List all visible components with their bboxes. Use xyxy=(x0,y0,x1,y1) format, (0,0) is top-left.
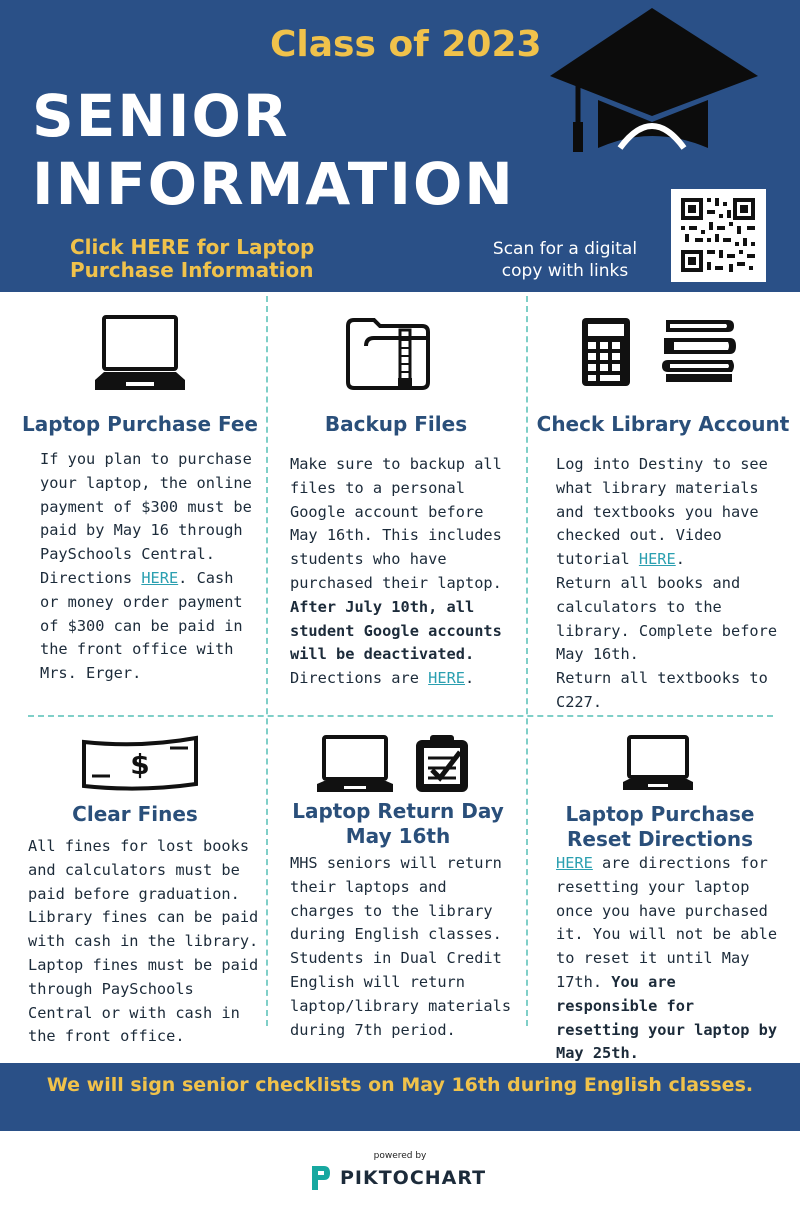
emphasis-text: After July 10th, all student Google accounts will be deactivated. xyxy=(290,597,502,664)
section-title: Laptop Purchase Reset Directions xyxy=(565,802,755,851)
body-text-segment: . xyxy=(675,550,685,569)
body-text-segment: MHS seniors will return their laptops and charges to the library during English classes. Students in Dual Credit English will return laptop/library materials during 7th period. xyxy=(290,854,512,1039)
qr-code-icon[interactable] xyxy=(671,189,766,282)
section-body xyxy=(556,852,778,1066)
body-text-segment: Log into Destiny to see what library materials and textbooks you have checked out. Video tutorial xyxy=(556,455,768,569)
svg-text:$: $ xyxy=(130,748,150,781)
page-title-line2: INFORMATION xyxy=(32,150,515,218)
here-link[interactable]: HERE xyxy=(141,568,179,587)
books-icon xyxy=(660,316,738,386)
zip-folder-icon xyxy=(348,320,428,388)
here-link[interactable]: HERE xyxy=(556,854,593,872)
laptop-icon xyxy=(314,734,396,794)
body-text-segment: are directions for resetting your laptop once you have purchased it. You will not be able to reset it until May 17th. xyxy=(556,854,778,991)
section-body xyxy=(40,448,255,686)
scan-caption: Scan for a digital copy with links xyxy=(492,239,638,281)
dollar-bill-icon xyxy=(80,734,200,792)
body-text-segment: . xyxy=(465,669,475,688)
section-body xyxy=(290,453,520,691)
laptop-purchase-info-link[interactable]: Click HERE for Laptop Purchase Information xyxy=(70,235,315,282)
body-text-segment: Directions are xyxy=(290,669,429,688)
graduation-cap-icon xyxy=(548,6,760,156)
row-divider xyxy=(28,715,773,717)
body-text-segment: Return all textbooks to C227. xyxy=(556,669,768,711)
emphasis-text: You are responsible for resetting your laptop by May 25th. xyxy=(556,972,778,1063)
body-text-segment: All fines for lost books and calculators must be paid before graduation. Library fines can be paid with cash in the library. Laptop fines must be paid through PaySchools Central or with cash in the front office. xyxy=(28,837,259,1046)
laptop-icon xyxy=(620,734,696,794)
section-title: Laptop Purchase Fee xyxy=(22,412,258,436)
column-divider xyxy=(266,296,268,1026)
section-body xyxy=(290,852,520,1042)
body-text-segment: Return all books and calculators to the library. Complete before May 16th. xyxy=(556,573,778,664)
page-title-line1: SENIOR xyxy=(32,82,290,150)
calculator-icon xyxy=(580,316,632,388)
body-text-segment: . Cash or money order payment of $300 can be paid in the front office with Mrs. Erger. xyxy=(40,568,243,683)
class-of-label: Class of 2023 xyxy=(270,24,542,65)
here-link[interactable]: HERE xyxy=(638,550,676,569)
section-title: Check Library Account xyxy=(536,412,790,436)
laptop-icon xyxy=(92,314,188,396)
here-link[interactable]: HERE xyxy=(428,669,465,688)
checklist-notice: We will sign senior checklists on May 16th during English classes. xyxy=(46,1074,754,1096)
body-text-segment: Make sure to backup all files to a personal Google account before May 16th. This includes students who have purchased their laptop. xyxy=(290,455,502,592)
section-title: Clear Fines xyxy=(72,802,198,826)
body-text-segment: If you plan to purchase your laptop, the online payment of $300 must be paid by May 16 through PaySchools Central. Directions xyxy=(40,450,252,587)
section-body xyxy=(556,453,778,715)
clipboard-check-icon xyxy=(412,732,472,794)
piktochart-logo-icon xyxy=(308,1164,332,1192)
brand-name: PIKTOCHART xyxy=(340,1167,487,1189)
column-divider xyxy=(526,296,528,1026)
brand-logo[interactable] xyxy=(308,1163,486,1193)
section-title: Backup Files xyxy=(324,412,468,436)
section-body xyxy=(28,835,263,1049)
powered-by-label: powered by xyxy=(373,1151,427,1161)
section-title: Laptop Return Day May 16th xyxy=(292,799,504,848)
